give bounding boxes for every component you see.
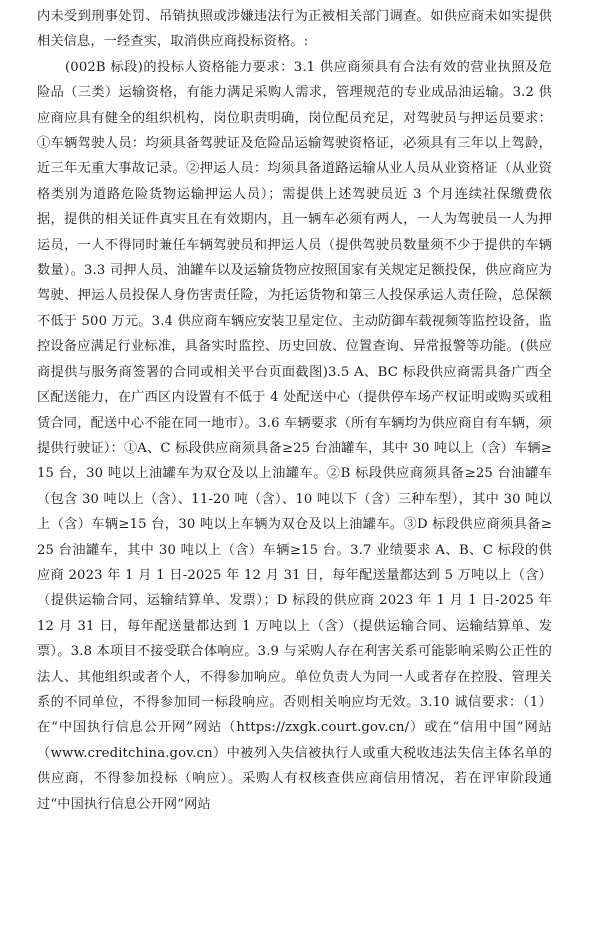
- paragraph-continuation: 内未受到刑事处罚、吊销执照或涉嫌违法行为正被相关部门调查。如供应商未如实提供相关信息，一经查实，取消供应商投标资格。:: [37, 9, 552, 50]
- paragraph-qualification-requirements: (002B 标段)的投标人资格能力要求：3.1 供应商须具有合法有效的营业执照及危险品（三类）运输资格，有能力满足采购人需求，管理规范的专业成品油运输。3.2 供应商应具有健全的组织机构，岗位职责明确，岗位配员充足，对驾驶员与押运员要求：①车辆驾驶人员：均须具备驾驶证及危险品运输驾驶资格证，必须具有三年以上驾龄，近三年无重大事故记录。②押运人员：均须具备道路运输从业人员从业资格证（从业资格类别为道路危险货物运输押运人员）；需提供上述驾驶员近 3 个月连续社保缴费依据，提供的相关证件真实且在有效期内，且一辆车必须有两人，一人为驾驶员一人为押运员，一人不得同时兼任车辆驾驶员和押运人员（提供驾驶员数量须不少于提供的车辆数量）。3.3 司押人员、油罐车以及运输货物应按照国家有关规定足额投保，供应商应为驾驶、押运人员投保人身伤害责任险，为托运货物和第三人投保承运人责任险，总保额不低于 500 万元。3.4 供应商车辆应安装卫星定位、主动防御车载视频等监控设备，监控设备应满足行业标准，具备实时监控、历史回放、位置查询、异常报警等功能。(供应商提供与服务商签署的合同或相关平台页面截图)3.5 A、BC 标段供应商需具备广西全区配送能力，在广西区内设置有不低于 4 处配送中心（提供停车场产权证明或购买或租赁合同，配送中心不能在同一地市）。3.6 车辆要求（所有车辆均为供应商自有车辆，须提供行驶证）：①A、C 标段供应商须具备≥25 台油罐车，其中 30 吨以上（含）车辆≥15 台，30 吨以上油罐车为双仓及以上油罐车。②B 标段供应商须具备≥25 台油罐车（包含 30 吨以上（含）、11-20 吨（含）、10 吨以下（含）三种车型），其中 30 吨以上（含）车辆≥15 台，30 吨以上车辆为双仓及以上油罐车。③D 标段供应商须具备≥25 台油罐车，其中 30 吨以上（含）车辆≥15 台。3.7 业绩要求 A、B、C 标段的供应商 2023 年 1 月 1 日-2025 年 12 月 31 日，每年配送量都达到 5 万吨以上（含）（提供运输合同、运输结算单、发票）；D 标段的供应商 2023 年 1 月 1 日-2025 年 12 月 31 日，每年配送量都达到 1 万吨以上（含）（提供运输合同、运输结算单、发票）。3.8 本项目不接受联合体响应。3.9 与采购人存在利害关系可能影响采购公正性的法人、其他组织或者个人，不得参加响应。单位负责人为同一人或者存在控股、管理关系的不同单位，不得参加同一标段响应。否则相关响应均无效。3.10 诚信要求：（1）在“中国执行信息公开网”网站（https://zxgk.court.gov.cn/）或在“信用中国”网站（www.creditchina.gov.cn）中被列入失信被执行人或重大税收违法失信主体名单的供应商，不得参加投标（响应）。采购人有权核查供应商信用情况，若在评审阶段通过“中国执行信息公开网”网站: [37, 59, 552, 812]
